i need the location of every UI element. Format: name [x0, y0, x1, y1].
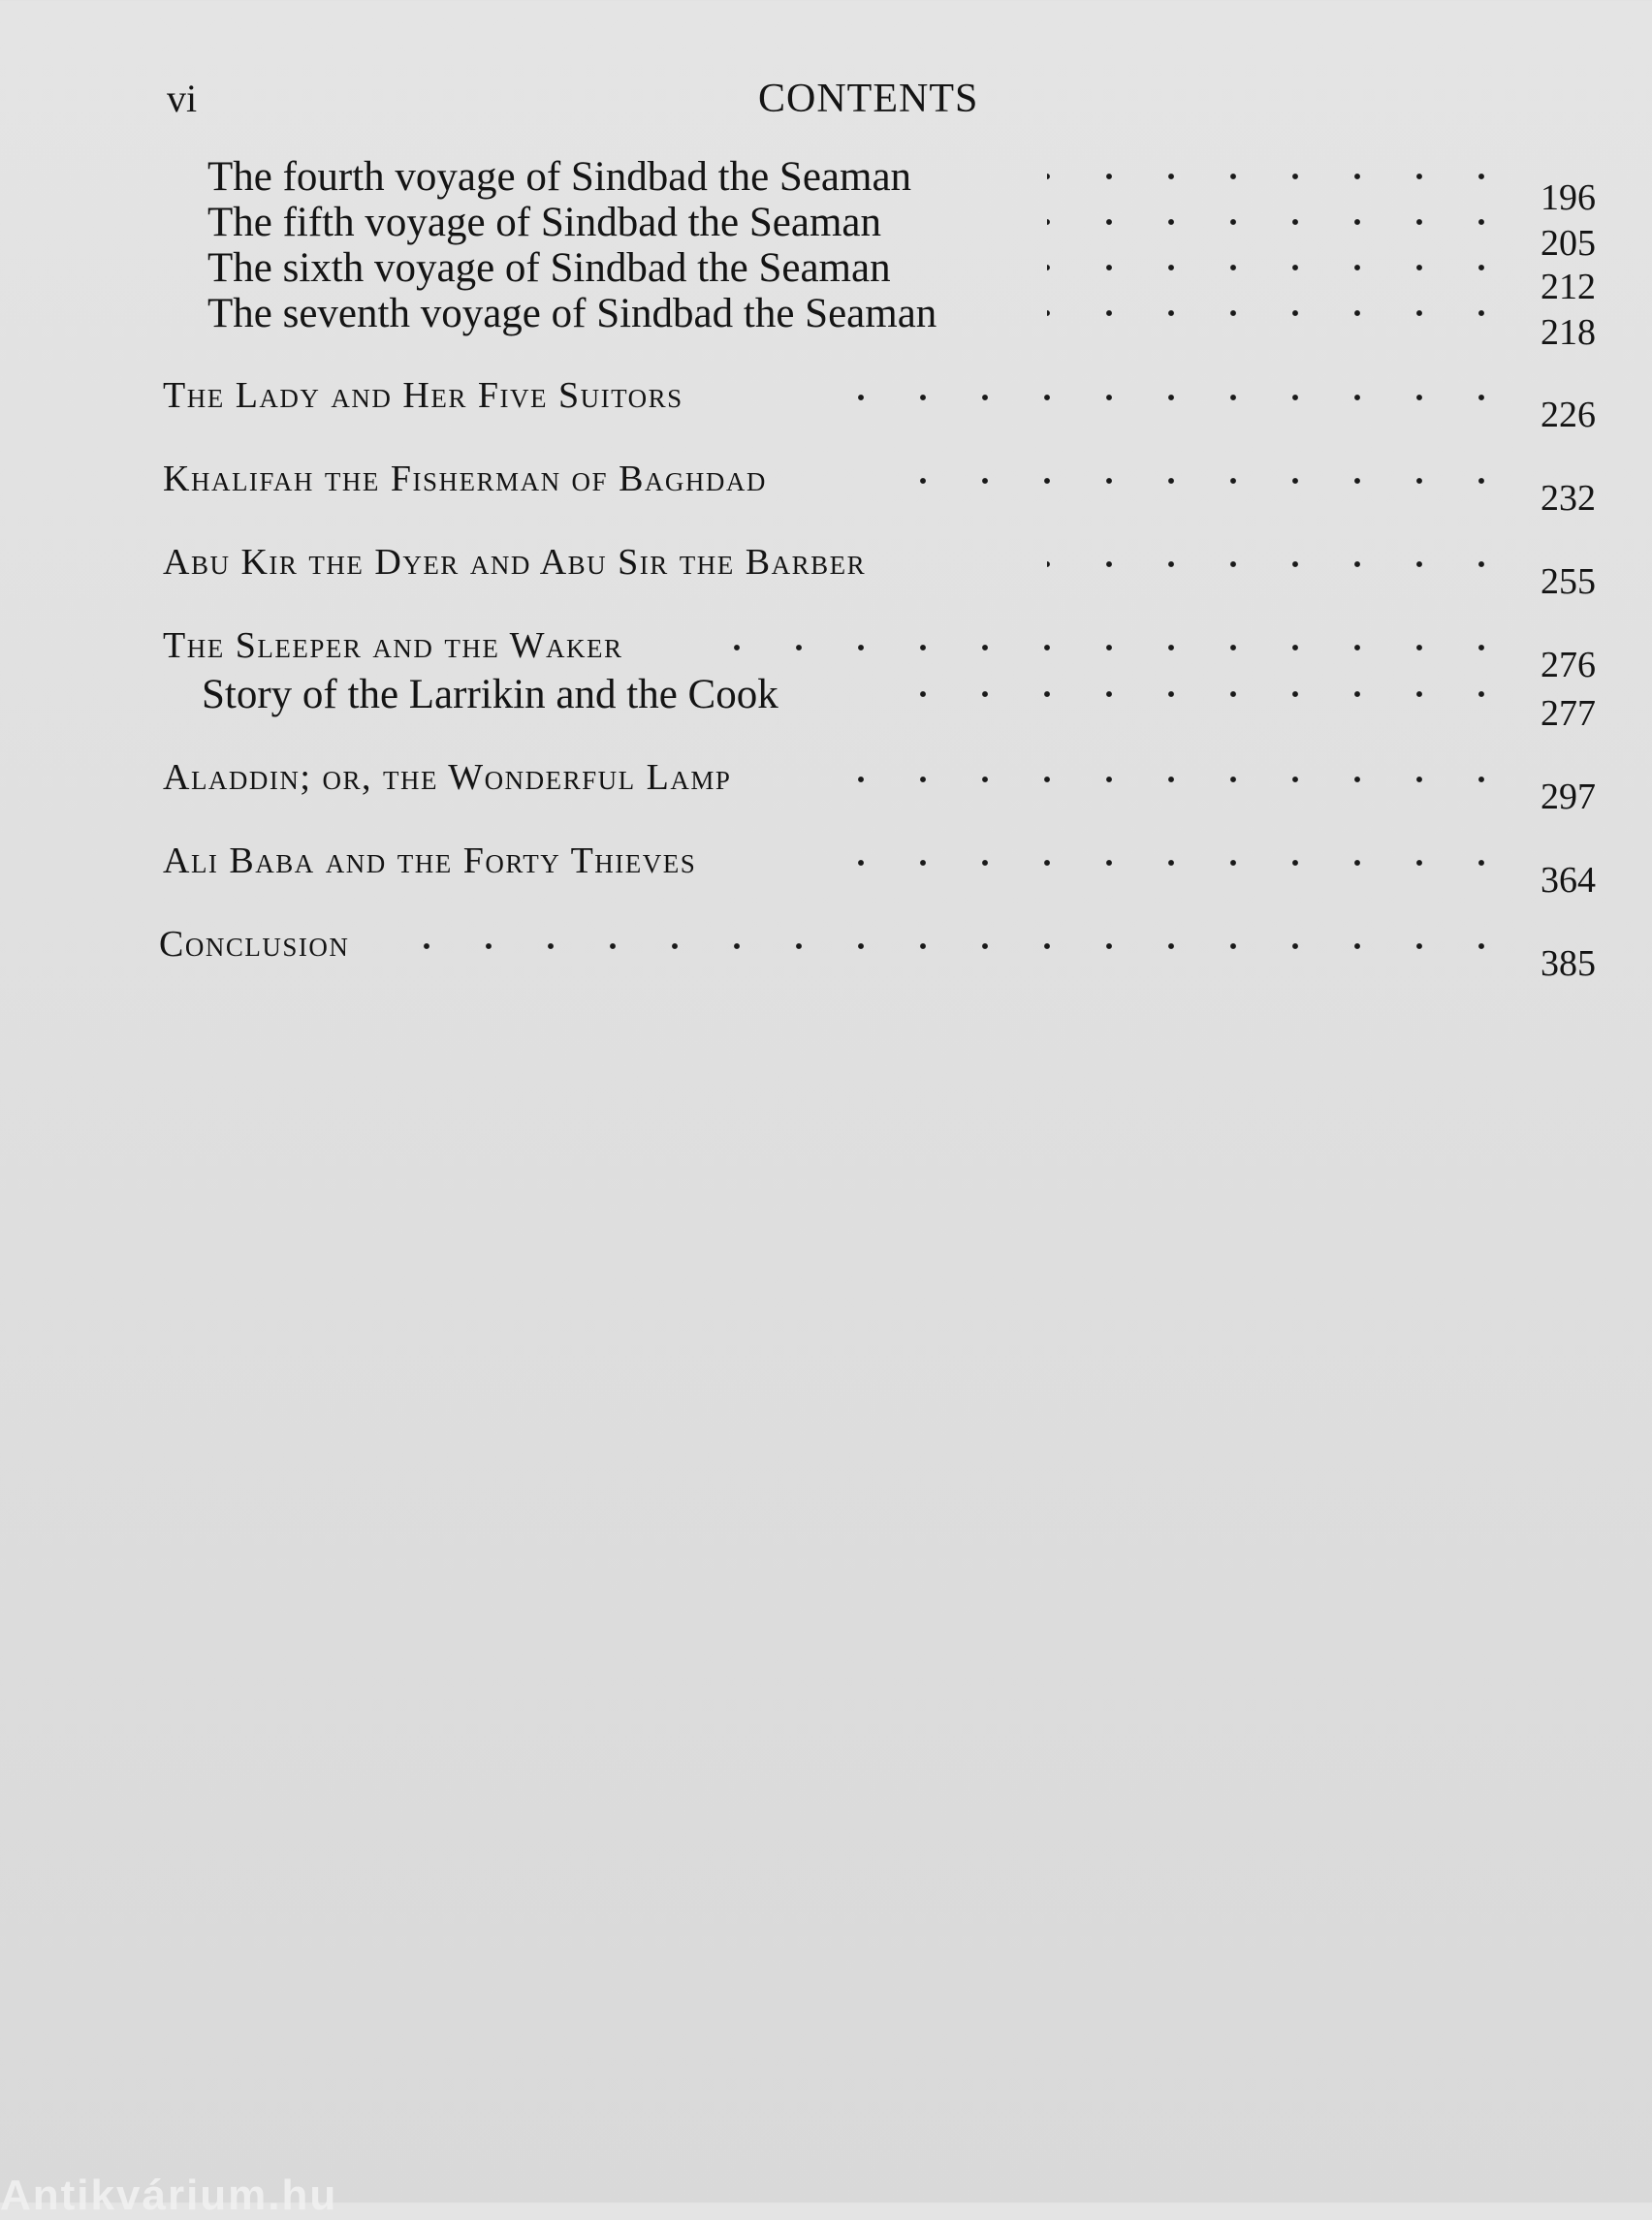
toc-entry-title: Khalifah the Fisherman of Baghdad — [163, 459, 767, 499]
toc-leader-dots — [915, 471, 1512, 491]
toc-entry-title: The sixth voyage of Sindbad the Seaman — [207, 245, 891, 291]
toc-entry[interactable] — [0, 458, 1652, 519]
toc-entry-page: 385 — [1541, 943, 1596, 984]
toc-leader-dots — [729, 638, 1512, 657]
toc-entry[interactable] — [0, 756, 1652, 817]
toc-entry[interactable] — [0, 244, 1652, 307]
toc-entry-page: 364 — [1541, 860, 1596, 901]
toc-entry-page: 218 — [1541, 312, 1596, 353]
toc-entry-page: 196 — [1541, 177, 1596, 218]
toc-entry[interactable] — [0, 290, 1652, 353]
toc-entry-page: 297 — [1541, 777, 1596, 817]
page-number: vi — [167, 77, 198, 120]
toc-leader-dots — [853, 853, 1512, 872]
toc-leader-dots — [853, 770, 1512, 789]
toc-leader-dots — [1047, 258, 1512, 277]
toc-entry-page: 276 — [1541, 645, 1596, 685]
toc-entry[interactable] — [0, 153, 1652, 218]
toc-leader-dots — [853, 388, 1512, 407]
toc-entry-title: Conclusion — [159, 924, 350, 965]
toc-entry-page: 255 — [1541, 561, 1596, 602]
toc-entry-title: Abu Kir the Dyer and Abu Sir the Barber — [163, 542, 867, 583]
toc-entry-page: 205 — [1541, 223, 1596, 264]
toc-leader-dots — [1047, 212, 1512, 232]
toc-leader-dots — [1047, 167, 1512, 186]
toc-leader-dots — [1047, 555, 1512, 574]
toc-entry-title: The fourth voyage of Sindbad the Seaman — [207, 154, 912, 200]
watermark-text: Antikvárium.hu — [0, 2172, 338, 2219]
toc-leader-dots — [915, 684, 1512, 704]
toc-entry-title: Story of the Larrikin and the Cook — [202, 672, 778, 717]
toc-entry-title: The fifth voyage of Sindbad the Seaman — [207, 200, 881, 245]
toc-leader-dots — [1047, 303, 1512, 323]
toc-entry[interactable] — [0, 923, 1652, 984]
toc-entry-page: 277 — [1541, 693, 1596, 734]
toc-entry[interactable] — [0, 840, 1652, 901]
toc-entry[interactable] — [0, 671, 1652, 734]
toc-entry[interactable] — [0, 374, 1652, 435]
toc-entry-page: 232 — [1541, 478, 1596, 519]
toc-entry-title: Aladdin; or, the Wonderful Lamp — [163, 757, 732, 798]
toc-entry-page: 226 — [1541, 395, 1596, 435]
toc-entry-title: The Sleeper and the Waker — [163, 625, 623, 666]
toc-entry[interactable] — [0, 541, 1652, 602]
toc-entry-page: 212 — [1541, 267, 1596, 307]
page-title: CONTENTS — [758, 77, 979, 121]
toc-leader-dots — [419, 936, 1512, 956]
toc-entry-title: Ali Baba and the Forty Thieves — [163, 840, 697, 881]
page-header — [167, 76, 1602, 134]
toc-entry-title: The seventh voyage of Sindbad the Seaman — [207, 291, 937, 336]
toc-entry-title: The Lady and Her Five Suitors — [163, 375, 683, 416]
toc-entry[interactable] — [0, 624, 1652, 685]
toc-entry[interactable] — [0, 199, 1652, 264]
